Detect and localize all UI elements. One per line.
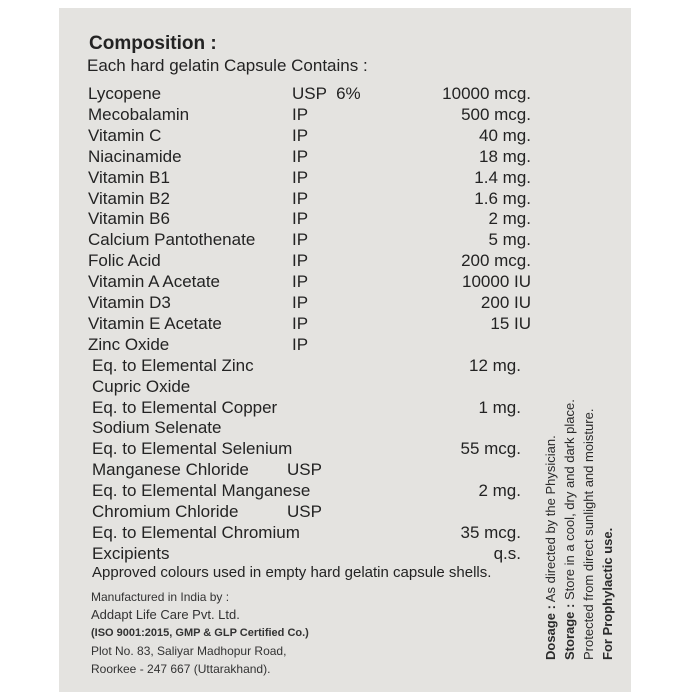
composition-row bbox=[92, 439, 521, 459]
composition-row bbox=[92, 460, 521, 480]
composition-row bbox=[88, 314, 531, 334]
composition-row bbox=[88, 105, 531, 125]
ingredient-quantity: 200 IU bbox=[480, 293, 531, 312]
ingredient-quantity: 1.4 mg. bbox=[474, 167, 531, 187]
ingredient-name: Vitamin C bbox=[88, 125, 162, 145]
ingredient-standard: IP bbox=[292, 230, 309, 250]
ingredient-quantity: 1 mg. bbox=[478, 397, 521, 417]
ingredient-name: Chromium Chloride bbox=[92, 502, 239, 521]
ingredient-name: Manganese Chloride bbox=[92, 460, 249, 480]
ingredient-standard: IP bbox=[292, 104, 309, 124]
ingredient-standard: IP bbox=[292, 209, 309, 229]
ingredient-name: Vitamin B2 bbox=[88, 188, 170, 208]
ingredient-standard: IP bbox=[292, 313, 309, 333]
ingredient-quantity: 2 mg. bbox=[478, 481, 521, 501]
ingredient-name: Eq. to Elemental Manganese bbox=[92, 481, 311, 501]
ingredient-standard: USP bbox=[287, 460, 322, 480]
ingredient-quantity: 500 mcg. bbox=[461, 104, 531, 124]
ingredient-standard: IP bbox=[292, 293, 309, 312]
composition-row bbox=[92, 481, 521, 501]
composition-row bbox=[92, 398, 521, 418]
ingredient-name: Eq. to Elemental Zinc bbox=[92, 355, 254, 375]
ingredient-quantity: 40 mg. bbox=[479, 125, 531, 145]
ingredient-name: Folic Acid bbox=[88, 251, 161, 271]
ingredient-standard: IP bbox=[292, 188, 309, 208]
prophylactic-line: For Prophylactic use. bbox=[600, 527, 615, 660]
composition-heading: Composition : bbox=[89, 33, 217, 54]
composition-row bbox=[92, 377, 521, 397]
ingredient-quantity: 2 mg. bbox=[488, 209, 531, 229]
ingredient-standard: IP bbox=[292, 167, 309, 187]
ingredient-name: Sodium Selenate bbox=[92, 418, 222, 438]
ingredient-standard: IP bbox=[292, 272, 309, 292]
manufacturer-block bbox=[91, 588, 309, 678]
ingredient-standard: USP 6% bbox=[292, 84, 361, 103]
address-line-2: Roorkee - 247 667 (Uttarakhand). bbox=[91, 662, 271, 676]
storage-label: Storage : bbox=[562, 603, 577, 660]
storage-text: Store in a cool, dry and dark place. bbox=[562, 399, 577, 601]
composition-row bbox=[88, 147, 531, 167]
ingredient-standard: IP bbox=[292, 125, 309, 145]
ingredient-quantity: 18 mg. bbox=[479, 146, 531, 166]
ingredient-name: Lycopene bbox=[88, 84, 162, 103]
ingredient-quantity: 10000 IU bbox=[462, 272, 531, 292]
ingredient-standard: IP bbox=[292, 334, 309, 354]
ingredient-name: Vitamin B1 bbox=[88, 167, 170, 187]
ingredient-quantity: 35 mcg. bbox=[460, 522, 521, 542]
composition-row bbox=[88, 272, 531, 292]
ingredient-quantity: 5 mg. bbox=[488, 230, 531, 250]
dosage-label: Dosage : bbox=[543, 605, 558, 660]
rotated-side-text bbox=[541, 360, 617, 660]
ingredient-name: Eq. to Elemental Chromium bbox=[92, 522, 300, 542]
protect-line: Protected from direct sunlight and moisture. bbox=[581, 408, 596, 660]
dosage-line bbox=[541, 360, 560, 660]
composition-row bbox=[92, 523, 521, 543]
ingredient-name: Vitamin A Acetate bbox=[88, 272, 220, 292]
ingredient-name: Zinc Oxide bbox=[88, 334, 170, 354]
medicine-carton-panel bbox=[59, 8, 631, 692]
manufactured-by-label: Manufactured in India by : bbox=[91, 590, 230, 604]
ingredient-standard: IP bbox=[292, 251, 309, 271]
dosage-text: As directed by the Physician. bbox=[543, 435, 558, 603]
ingredient-name: Mecobalamin bbox=[88, 104, 190, 124]
composition-row bbox=[92, 418, 521, 438]
composition-row bbox=[92, 502, 521, 522]
composition-row bbox=[88, 230, 531, 250]
composition-row bbox=[92, 544, 521, 564]
ingredient-name: Eq. to Elemental Selenium bbox=[92, 439, 293, 459]
ingredient-name: Niacinamide bbox=[88, 146, 182, 166]
composition-row bbox=[88, 126, 531, 146]
ingredient-quantity: 200 mcg. bbox=[461, 251, 531, 271]
ingredient-name: Eq. to Elemental Copper bbox=[92, 397, 278, 417]
capsule-intro: Each hard gelatin Capsule Contains : bbox=[87, 56, 368, 75]
ingredient-name: Vitamin D3 bbox=[88, 293, 171, 312]
ingredient-quantity: 12 mg. bbox=[469, 355, 521, 375]
ingredient-quantity: 55 mcg. bbox=[460, 439, 521, 459]
composition-row bbox=[88, 168, 531, 188]
colour-note: Approved colours used in empty hard gelatin capsule shells. bbox=[92, 564, 492, 581]
ingredient-standard: USP bbox=[287, 502, 322, 521]
composition-row bbox=[88, 293, 531, 313]
composition-row bbox=[88, 209, 531, 229]
composition-row bbox=[88, 84, 531, 104]
ingredient-name: Vitamin E Acetate bbox=[88, 313, 222, 333]
storage-line bbox=[560, 360, 579, 660]
ingredient-quantity: q.s. bbox=[493, 543, 521, 563]
composition-row bbox=[88, 335, 531, 355]
ingredient-name: Calcium Pantothenate bbox=[88, 230, 256, 250]
composition-row bbox=[88, 251, 531, 271]
ingredient-quantity: 15 IU bbox=[490, 313, 531, 333]
company-name: Addapt Life Care Pvt. Ltd. bbox=[91, 607, 240, 622]
certification-text: (ISO 9001:2015, GMP & GLP Certified Co.) bbox=[91, 627, 309, 639]
address-line-1: Plot No. 83, Saliyar Madhopur Road, bbox=[91, 644, 287, 658]
ingredient-name: Excipients bbox=[92, 543, 170, 563]
composition-row bbox=[88, 189, 531, 209]
ingredient-standard: IP bbox=[292, 146, 309, 166]
ingredient-quantity: 1.6 mg. bbox=[474, 188, 531, 208]
ingredient-name: Cupric Oxide bbox=[92, 376, 191, 396]
composition-row bbox=[92, 356, 521, 376]
ingredient-quantity: 10000 mcg. bbox=[442, 84, 531, 103]
ingredient-name: Vitamin B6 bbox=[88, 209, 170, 229]
